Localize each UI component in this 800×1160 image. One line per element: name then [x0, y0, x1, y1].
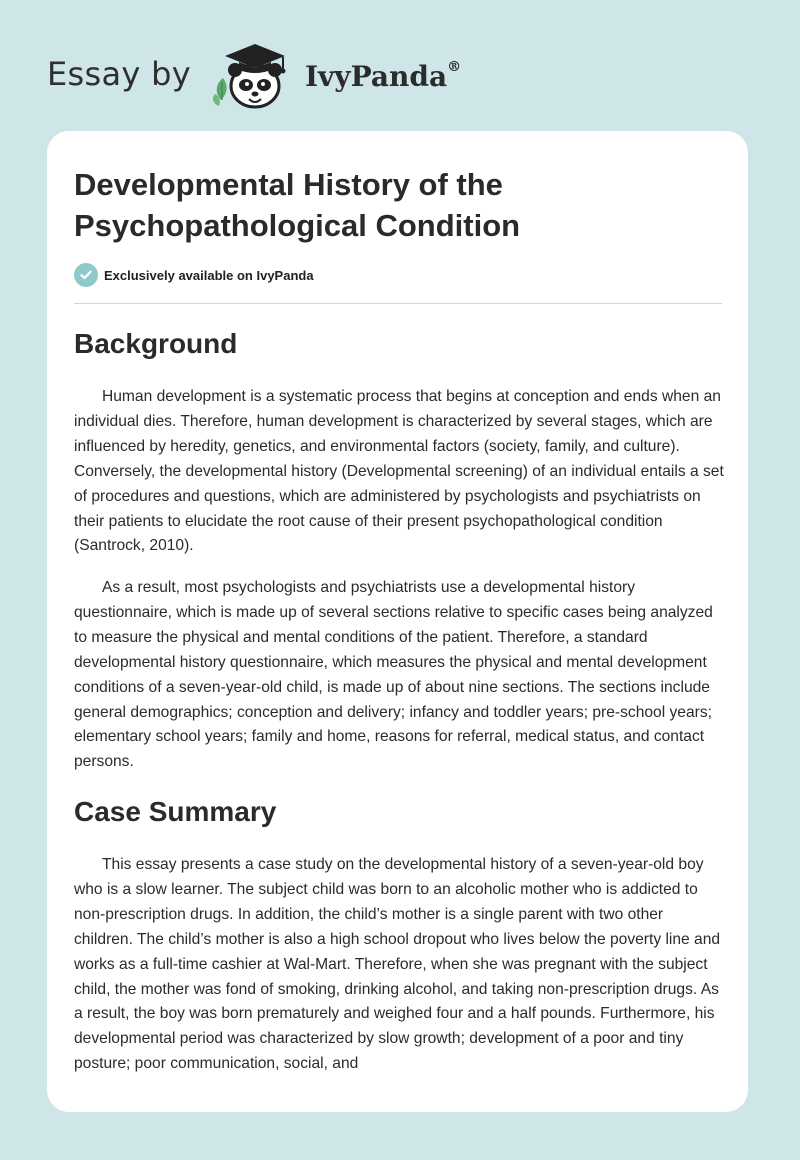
section-heading-background: Background: [74, 328, 238, 359]
paragraph: As a result, most psychologists and psychiatrists use a developmental history questionnaire, which is made up of several sections relative to specific cases being analyzed to measure the physical and mental conditions of the patient. Therefore, a standard developmental history questionnaire, which measures the physical and mental development conditions of a seven-year-old child, is made up of about nine sections. The sections include general demographics; conception and delivery; infancy and toddler years; pre-school years; elementary school years; family and home, reasons for referral, medical status, and contact persons.: [74, 579, 713, 771]
article-title: Developmental History of the Psychopathological Condition: [74, 167, 521, 243]
paragraph: Human development is a systematic process that begins at conception and ends when an individual dies. Therefore, human development is characterized by several stages, which are influenced by heredity, genetics, and environmental factors (society, family, and culture). Conversely, the developmental history (Developmental screening) of an individual entails a set of procedures and questions, which are administered by psychologists and psychiatrists on their patients to elucidate the root cause of their present psychopathological condition (Santrock, 2010).: [74, 388, 724, 555]
registered-mark: ®: [447, 59, 462, 76]
badge-text: Exclusively available on IvyPanda: [104, 267, 314, 283]
brand-name-text: IvyPanda: [304, 59, 448, 93]
check-icon: [74, 263, 98, 287]
divider: [74, 303, 722, 304]
paragraph: This essay presents a case study on the developmental history of a seven-year-old boy who is a slow learner. The subject child was born to an alcoholic mother who is addicted to non-prescription drugs. In addition, the child’s mother is a single parent with two other children. The child’s mother is also a high school dropout who lives below the poverty line and works as a full-time cashier at Wal-Mart. Therefore, when she was pregnant with the subject child, the mother was fond of smoking, drinking alcohol, and taking non-prescription drugs. As a result, the boy was born prematurely and weighed four and a half pounds. Furthermore, his developmental period was characterized by slow growth; development of a poor and tiny posture; poor communication, social, and: [74, 856, 721, 1073]
leaf-icon: [213, 78, 227, 106]
site-header: [47, 34, 461, 114]
article-card: [47, 131, 748, 1112]
essay-by-label: Essay by: [47, 55, 191, 93]
panda-graduation-cap-icon: [209, 34, 301, 114]
brand-name[interactable]: [305, 60, 461, 93]
exclusive-badge: [74, 263, 314, 287]
section-heading-case-summary: Case Summary: [74, 796, 277, 827]
